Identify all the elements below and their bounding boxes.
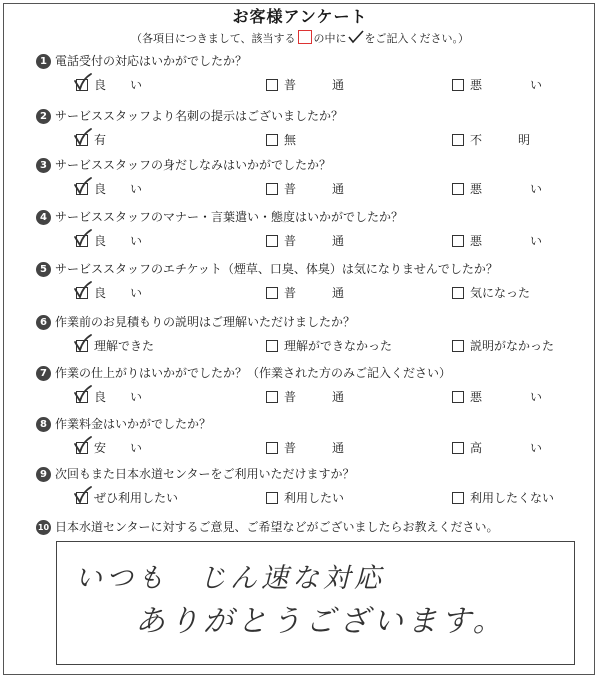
question-number: 10 [36, 520, 51, 535]
question-text: サービススタッフのマナー・言葉遣い・態度はいかがでしたか？ [55, 210, 404, 224]
check-mark-icon [74, 73, 94, 93]
checkbox[interactable] [452, 183, 464, 195]
option-label: 良 い [94, 234, 143, 248]
check-mark-icon [74, 385, 94, 405]
comment-line-1: いつも じん速な対応 [75, 563, 385, 594]
question-text: 電話受付の対応はいかがでしたか？ [55, 54, 248, 68]
option-label: 高 い [470, 441, 543, 455]
question-text: 次回もまた日本水道センターをご利用いただけますか？ [55, 467, 355, 481]
option-label: 普 通 [284, 182, 345, 196]
option-label: 利用したい [284, 491, 345, 505]
comment-line-2: ありがとうございます。 [135, 604, 507, 639]
option-label: 良 い [94, 286, 143, 300]
instruction-text-after: をご記入ください。） [364, 32, 470, 45]
checkbox[interactable] [266, 492, 278, 504]
question-number: 3 [36, 158, 51, 173]
option-label: 良 い [94, 182, 143, 196]
check-mark-icon [74, 229, 94, 249]
question-number: 2 [36, 109, 51, 124]
checkbox[interactable] [452, 134, 464, 146]
check-mark-icon [74, 334, 94, 354]
check-mark-icon [347, 30, 365, 42]
check-mark-icon [74, 486, 94, 506]
option-label: 普 通 [284, 78, 345, 92]
checkbox[interactable] [266, 183, 278, 195]
checkbox[interactable] [266, 134, 278, 146]
checked-checkbox[interactable] [76, 340, 88, 352]
page-title: お客様アンケート [232, 7, 368, 26]
question-text: 作業の仕上がりはいかがでしたか？（作業された方のみご記入ください） [55, 366, 452, 380]
question-text: サービススタッフより名刺の提示はございましたか？ [55, 109, 344, 123]
option-label: 理解できた [94, 339, 155, 353]
checkbox[interactable] [452, 391, 464, 403]
option-label: 不 明 [470, 133, 531, 147]
option-label: 悪 い [470, 78, 543, 92]
checkbox[interactable] [452, 287, 464, 299]
checkbox[interactable] [452, 492, 464, 504]
option-label: 理解ができなかった [284, 339, 393, 353]
question-number: 9 [36, 467, 51, 482]
check-mark-icon [74, 128, 94, 148]
option-label: 普 通 [284, 286, 345, 300]
checkbox[interactable] [452, 340, 464, 352]
option-label: 良 い [94, 390, 143, 404]
question-text: 日本水道センターに対するご意見、ご希望などがございましたらお教えください。 [55, 520, 499, 534]
red-box-icon [298, 30, 312, 44]
checkbox[interactable] [266, 391, 278, 403]
instruction-line [0, 30, 600, 46]
question-text: サービススタッフのエチケット（煙草、口臭、体臭）は気になりませんでしたか？ [55, 262, 498, 276]
checked-checkbox[interactable] [76, 235, 88, 247]
option-label: 安 い [94, 441, 143, 455]
option-label: 普 通 [284, 234, 345, 248]
checkbox[interactable] [266, 235, 278, 247]
checkbox[interactable] [266, 442, 278, 454]
checkbox[interactable] [266, 79, 278, 91]
checkbox[interactable] [452, 235, 464, 247]
option-label: 普 通 [284, 441, 345, 455]
option-label: 有 [94, 133, 107, 147]
option-label: 説明がなかった [470, 339, 555, 353]
check-mark-icon [74, 281, 94, 301]
question-text: 作業前のお見積もりの説明はご理解いただけましたか？ [55, 315, 356, 329]
question-text: 作業料金はいかがでしたか？ [55, 417, 212, 431]
checked-checkbox[interactable] [76, 134, 88, 146]
checked-checkbox[interactable] [76, 79, 88, 91]
checkbox[interactable] [266, 287, 278, 299]
question-number: 6 [36, 315, 51, 330]
checkbox[interactable] [452, 79, 464, 91]
option-label: 良 い [94, 78, 143, 92]
option-label: 悪 い [470, 234, 543, 248]
checked-checkbox[interactable] [76, 183, 88, 195]
option-label: 気になった [470, 286, 531, 300]
question-text: サービススタッフの身だしなみはいかがでしたか？ [55, 158, 332, 172]
check-mark-icon [74, 177, 94, 197]
option-label: 無 [284, 133, 297, 147]
check-mark-icon [74, 436, 94, 456]
option-label: 普 通 [284, 390, 345, 404]
checked-checkbox[interactable] [76, 391, 88, 403]
option-label: 利用したくない [470, 491, 555, 505]
option-label: 悪 い [470, 182, 543, 196]
question-number: 5 [36, 262, 51, 277]
checkbox[interactable] [266, 340, 278, 352]
checked-checkbox[interactable] [76, 492, 88, 504]
checked-checkbox[interactable] [76, 442, 88, 454]
option-label: ぜひ利用したい [94, 491, 179, 505]
question-number: 7 [36, 366, 51, 381]
option-label: 悪 い [470, 390, 543, 404]
instruction-text-before: （各項目につきまして、該当する [130, 32, 296, 45]
instruction-text-middle: の中に [313, 32, 347, 45]
question-number: 4 [36, 210, 51, 225]
checked-checkbox[interactable] [76, 287, 88, 299]
question-number: 8 [36, 417, 51, 432]
checkbox[interactable] [452, 442, 464, 454]
question-number: 1 [36, 54, 51, 69]
